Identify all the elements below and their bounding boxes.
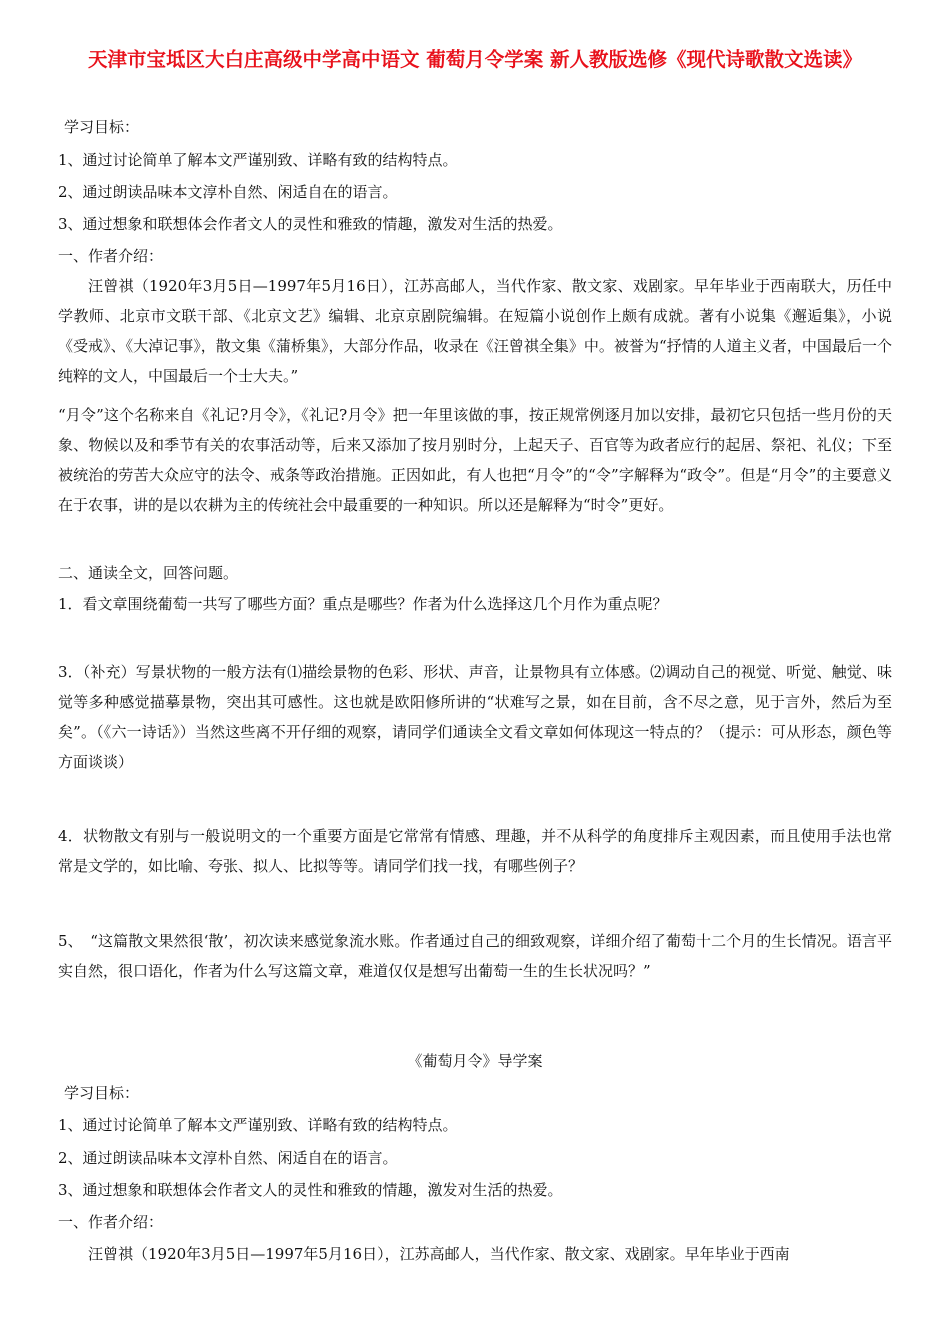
- objectives-heading: 学习目标：: [64, 1084, 140, 1102]
- author-section-heading: 一、作者介绍：: [58, 1213, 164, 1231]
- author-bio-start: 汪曾祺（1920年3月5日—1997年5月16日），江苏高邮人，当代作家、散文家、戏剧家。早年毕业于西南: [88, 1245, 790, 1263]
- question-4: 4．状物散文有别与一般说明文的一个重要方面是它常常有情感、理趣，并不从科学的角度排斥主观因素，而且使用手法也常常是文学的，如比喻、夸张、拟人、比拟等等。请同学们找一找，有哪些例子？: [58, 827, 892, 875]
- author-bio-paragraph: 汪曾祺（1920年3月5日—1997年5月16日），江苏高邮人，当代作家、散文家、戏剧家。早年毕业于西南联大，历任中学教师、北京市文联干部、《北京文艺》编辑、北京京剧院编辑。在短篇小说创作上颇有成就。著有小说集《邂逅集》，小说《受戒》、《大淖记事》，散文集《蒲桥集》，大部分作品，收录在《汪曾祺全集》中。被誉为“抒情的人道主义者，中国最后一个纯粹的文人，中国最后一个士大夫。”: [58, 277, 892, 385]
- question-5: 5、 “这篇散文果然很‘散’，初次读来感觉象流水账。作者通过自己的细致观察，详细介绍了葡萄十二个月的生长情况。语言平实自然，很口语化，作者为什么写这篇文章，难道仅仅是想写出葡萄一生的生长状况吗？”: [58, 932, 892, 980]
- question-3: 3．（补充）写景状物的一般方法有⑴描绘景物的色彩、形状、声音，让景物具有立体感。⑵调动自己的视觉、听觉、触觉、味觉等多种感觉描摹景物，突出其可感性。这也就是欧阳修所讲的“状难写之景，如在目前，含不尽之意，见于言外，然后为至矣”。（《六一诗话》）当然这些离不开仔细的观察，请同学们通读全文看文章如何体现这一特点的？（提示：可从形态，颜色等方面谈谈）: [58, 663, 892, 771]
- objective-item: 1、通过讨论简单了解本文严谨别致、详略有致的结构特点。: [58, 1116, 458, 1134]
- author-section-heading: 一、作者介绍：: [58, 247, 164, 265]
- objective-item: 2、通过朗读品味本文淳朴自然、闲适自在的语言。: [58, 183, 398, 201]
- document-title: 天津市宝坻区大白庄高级中学高中语文 葡萄月令学案 新人教版选修《现代诗歌散文选读》: [87, 48, 863, 71]
- objective-item: 3、通过想象和联想体会作者文人的灵性和雅致的情趣，激发对生活的热爱。: [58, 215, 563, 233]
- question-1: 1．看文章围绕葡萄一共写了哪些方面？重点是哪些？作者为什么选择这几个月作为重点呢？: [58, 595, 668, 613]
- reading-section-heading: 二、通读全文，回答问题。: [58, 564, 239, 582]
- yueling-note-paragraph: “月令”这个名称来自《礼记?月令》，《礼记?月令》把一年里该做的事，按正规常例逐月加以安排，最初它只包括一些月份的天象、物候以及和季节有关的农事活动等，后来又添加了按月别时分，上起天子、百官等为政者应行的起居、祭祀、礼仪；下至被统治的劳苦大众应守的法令、戒条等政治措施。正因如此，有人也把“月令”的“令”字解释为“政令”。但是“月令”的主要意义在于农事，讲的是以农耕为主的传统社会中最重要的一种知识。所以还是解释为“时令”更好。: [58, 406, 892, 514]
- objectives-heading: 学习目标：: [64, 118, 140, 136]
- objective-item: 3、通过想象和联想体会作者文人的灵性和雅致的情趣，激发对生活的热爱。: [58, 1181, 563, 1199]
- objective-item: 2、通过朗读品味本文淳朴自然、闲适自在的语言。: [58, 1149, 398, 1167]
- guide-heading: 《葡萄月令》导学案: [407, 1052, 543, 1070]
- objective-item: 1、通过讨论简单了解本文严谨别致、详略有致的结构特点。: [58, 151, 458, 169]
